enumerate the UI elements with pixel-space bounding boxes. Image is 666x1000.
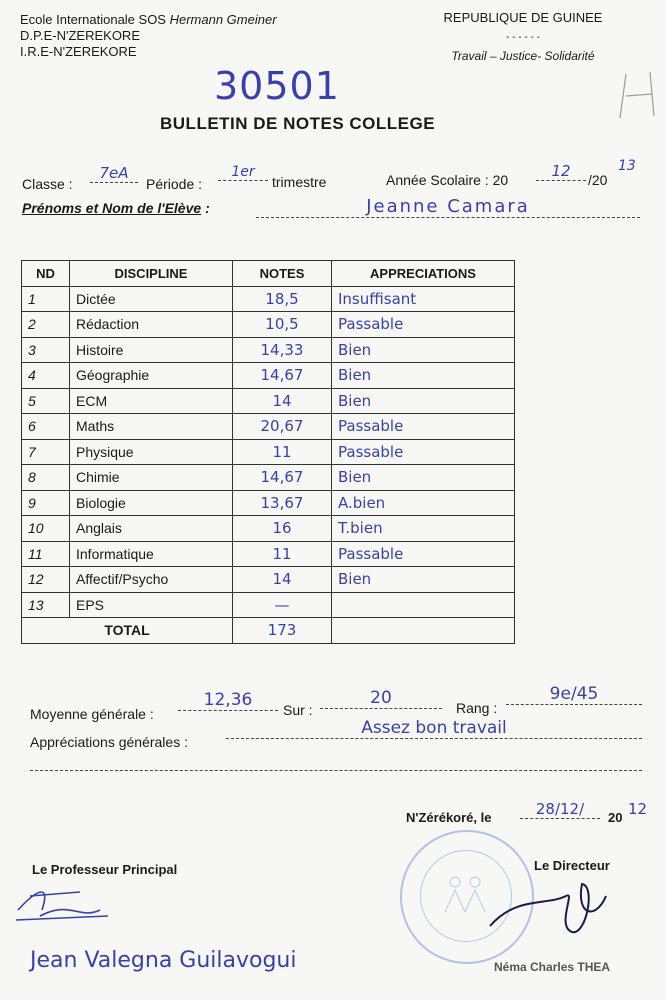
moyenne-label: Moyenne générale : <box>30 706 154 722</box>
student-label: Prénoms et Nom de l'Elève <box>22 200 202 216</box>
row-appreciation: Bien <box>332 388 515 414</box>
total-value: 173 <box>233 618 332 644</box>
table-row <box>22 439 515 465</box>
total-label: TOTAL <box>22 618 233 644</box>
row-nd: 3 <box>22 337 70 363</box>
row-nd: 10 <box>22 516 70 542</box>
stamp-figures-icon <box>440 872 490 922</box>
margin-scribble-icon <box>612 66 662 126</box>
republic-name: REPUBLIQUE DE GUINEE <box>443 10 603 25</box>
rang-value: 9e/45 <box>506 684 642 705</box>
table-row <box>22 490 515 516</box>
row-appreciation <box>332 592 515 618</box>
year-suffix: 12 <box>628 800 648 818</box>
appreciations-value: Assez bon travail <box>226 718 642 739</box>
classe-value: 7eA <box>90 164 138 183</box>
republic-dashes: - - - - - - <box>506 32 540 43</box>
document-number: 30501 <box>214 64 340 108</box>
table-row <box>22 541 515 567</box>
row-note: 14,67 <box>233 363 332 389</box>
row-appreciation: Bien <box>332 567 515 593</box>
row-discipline: Informatique <box>70 541 233 567</box>
table-row <box>22 388 515 414</box>
row-nd: 5 <box>22 388 70 414</box>
row-appreciation: Insuffisant <box>332 286 515 312</box>
annee-from: 12 <box>536 162 586 181</box>
prof-signature-icon <box>10 880 120 930</box>
row-note: 20,67 <box>233 414 332 440</box>
director-label: Le Directeur <box>534 858 610 873</box>
row-note: 14,67 <box>233 465 332 491</box>
row-discipline: Géographie <box>70 363 233 389</box>
row-note: 14 <box>233 567 332 593</box>
row-appreciation: Bien <box>332 337 515 363</box>
row-nd: 13 <box>22 592 70 618</box>
row-appreciation: Bien <box>332 465 515 491</box>
row-discipline: Dictée <box>70 286 233 312</box>
row-note: 11 <box>233 541 332 567</box>
periode-label: Période : <box>146 176 203 192</box>
trimestre-label: trimestre <box>272 174 327 190</box>
row-nd: 1 <box>22 286 70 312</box>
row-note: 16 <box>233 516 332 542</box>
row-nd: 12 <box>22 567 70 593</box>
director-signature-icon <box>486 876 616 946</box>
rang-label: Rang : <box>456 700 498 716</box>
row-discipline: Anglais <box>70 516 233 542</box>
row-note: 10,5 <box>233 312 332 338</box>
table-row <box>22 465 515 491</box>
school-name: Ecole Internationale SOS Hermann Gmeiner <box>20 12 277 27</box>
header-nd: ND <box>22 261 70 287</box>
row-nd: 2 <box>22 312 70 338</box>
place-label: N'Zérékoré, le <box>406 810 492 825</box>
row-nd: 6 <box>22 414 70 440</box>
student-name: Jeanne Camara <box>256 196 640 218</box>
date-value: 28/12/ <box>520 800 600 819</box>
school-header <box>20 12 277 60</box>
table-row <box>22 414 515 440</box>
row-discipline: Rédaction <box>70 312 233 338</box>
row-discipline: Maths <box>70 414 233 440</box>
annee-label: Année Scolaire : 20 <box>386 172 509 188</box>
header-notes: NOTES <box>233 261 332 287</box>
row-nd: 9 <box>22 490 70 516</box>
classe-label: Classe : <box>22 176 73 192</box>
row-discipline: Biologie <box>70 490 233 516</box>
row-nd: 8 <box>22 465 70 491</box>
grades-table <box>21 260 515 644</box>
table-row <box>22 337 515 363</box>
row-appreciation: Passable <box>332 312 515 338</box>
year-prefix: 20 <box>608 810 623 825</box>
row-note: — <box>233 592 332 618</box>
row-appreciation: Passable <box>332 439 515 465</box>
row-discipline: ECM <box>70 388 233 414</box>
row-discipline: Physique <box>70 439 233 465</box>
page-title: BULLETIN DE NOTES COLLEGE <box>160 114 436 133</box>
row-nd: 4 <box>22 363 70 389</box>
student-line <box>22 200 210 216</box>
row-discipline: EPS <box>70 592 233 618</box>
grades-body <box>22 286 515 618</box>
table-row <box>22 312 515 338</box>
annee-to: 13 <box>618 158 636 174</box>
dpe-line: D.P.E-N'ZEREKORE <box>20 28 140 43</box>
row-note: 14 <box>233 388 332 414</box>
row-nd: 11 <box>22 541 70 567</box>
student-colon: : <box>205 200 210 216</box>
row-discipline: Histoire <box>70 337 233 363</box>
republic-motto: Travail – Justice- Solidarité <box>451 49 595 63</box>
table-row <box>22 567 515 593</box>
sur-label: Sur : <box>283 702 313 718</box>
periode-value: 1er <box>218 164 268 181</box>
table-row <box>22 363 515 389</box>
table-row <box>22 516 515 542</box>
appreciations-label: Appréciations générales : <box>30 734 188 750</box>
prof-name: Jean Valegna Guilavogui <box>30 948 297 973</box>
total-empty-cell <box>332 618 515 644</box>
blank-line <box>30 770 642 771</box>
director-name: Néma Charles THEA <box>494 960 611 974</box>
row-appreciation: Passable <box>332 541 515 567</box>
table-row <box>22 286 515 312</box>
row-appreciation: Passable <box>332 414 515 440</box>
ire-line: I.R.E-N'ZEREKORE <box>20 44 137 59</box>
header-discipline: DISCIPLINE <box>70 261 233 287</box>
row-note: 11 <box>233 439 332 465</box>
row-note: 18,5 <box>233 286 332 312</box>
prof-label: Le Professeur Principal <box>32 862 178 877</box>
row-nd: 7 <box>22 439 70 465</box>
row-discipline: Chimie <box>70 465 233 491</box>
table-header-row <box>22 261 515 287</box>
sur-value: 20 <box>320 688 442 709</box>
row-appreciation: Bien <box>332 363 515 389</box>
row-note: 14,33 <box>233 337 332 363</box>
row-discipline: Affectif/Psycho <box>70 567 233 593</box>
republic-header <box>430 10 616 64</box>
moyenne-value: 12,36 <box>178 690 278 711</box>
annee-mid: /20 <box>588 172 608 188</box>
table-row <box>22 592 515 618</box>
row-appreciation: A.bien <box>332 490 515 516</box>
total-row <box>22 618 515 644</box>
row-appreciation: T.bien <box>332 516 515 542</box>
header-appreciations: APPRECIATIONS <box>332 261 515 287</box>
row-note: 13,67 <box>233 490 332 516</box>
